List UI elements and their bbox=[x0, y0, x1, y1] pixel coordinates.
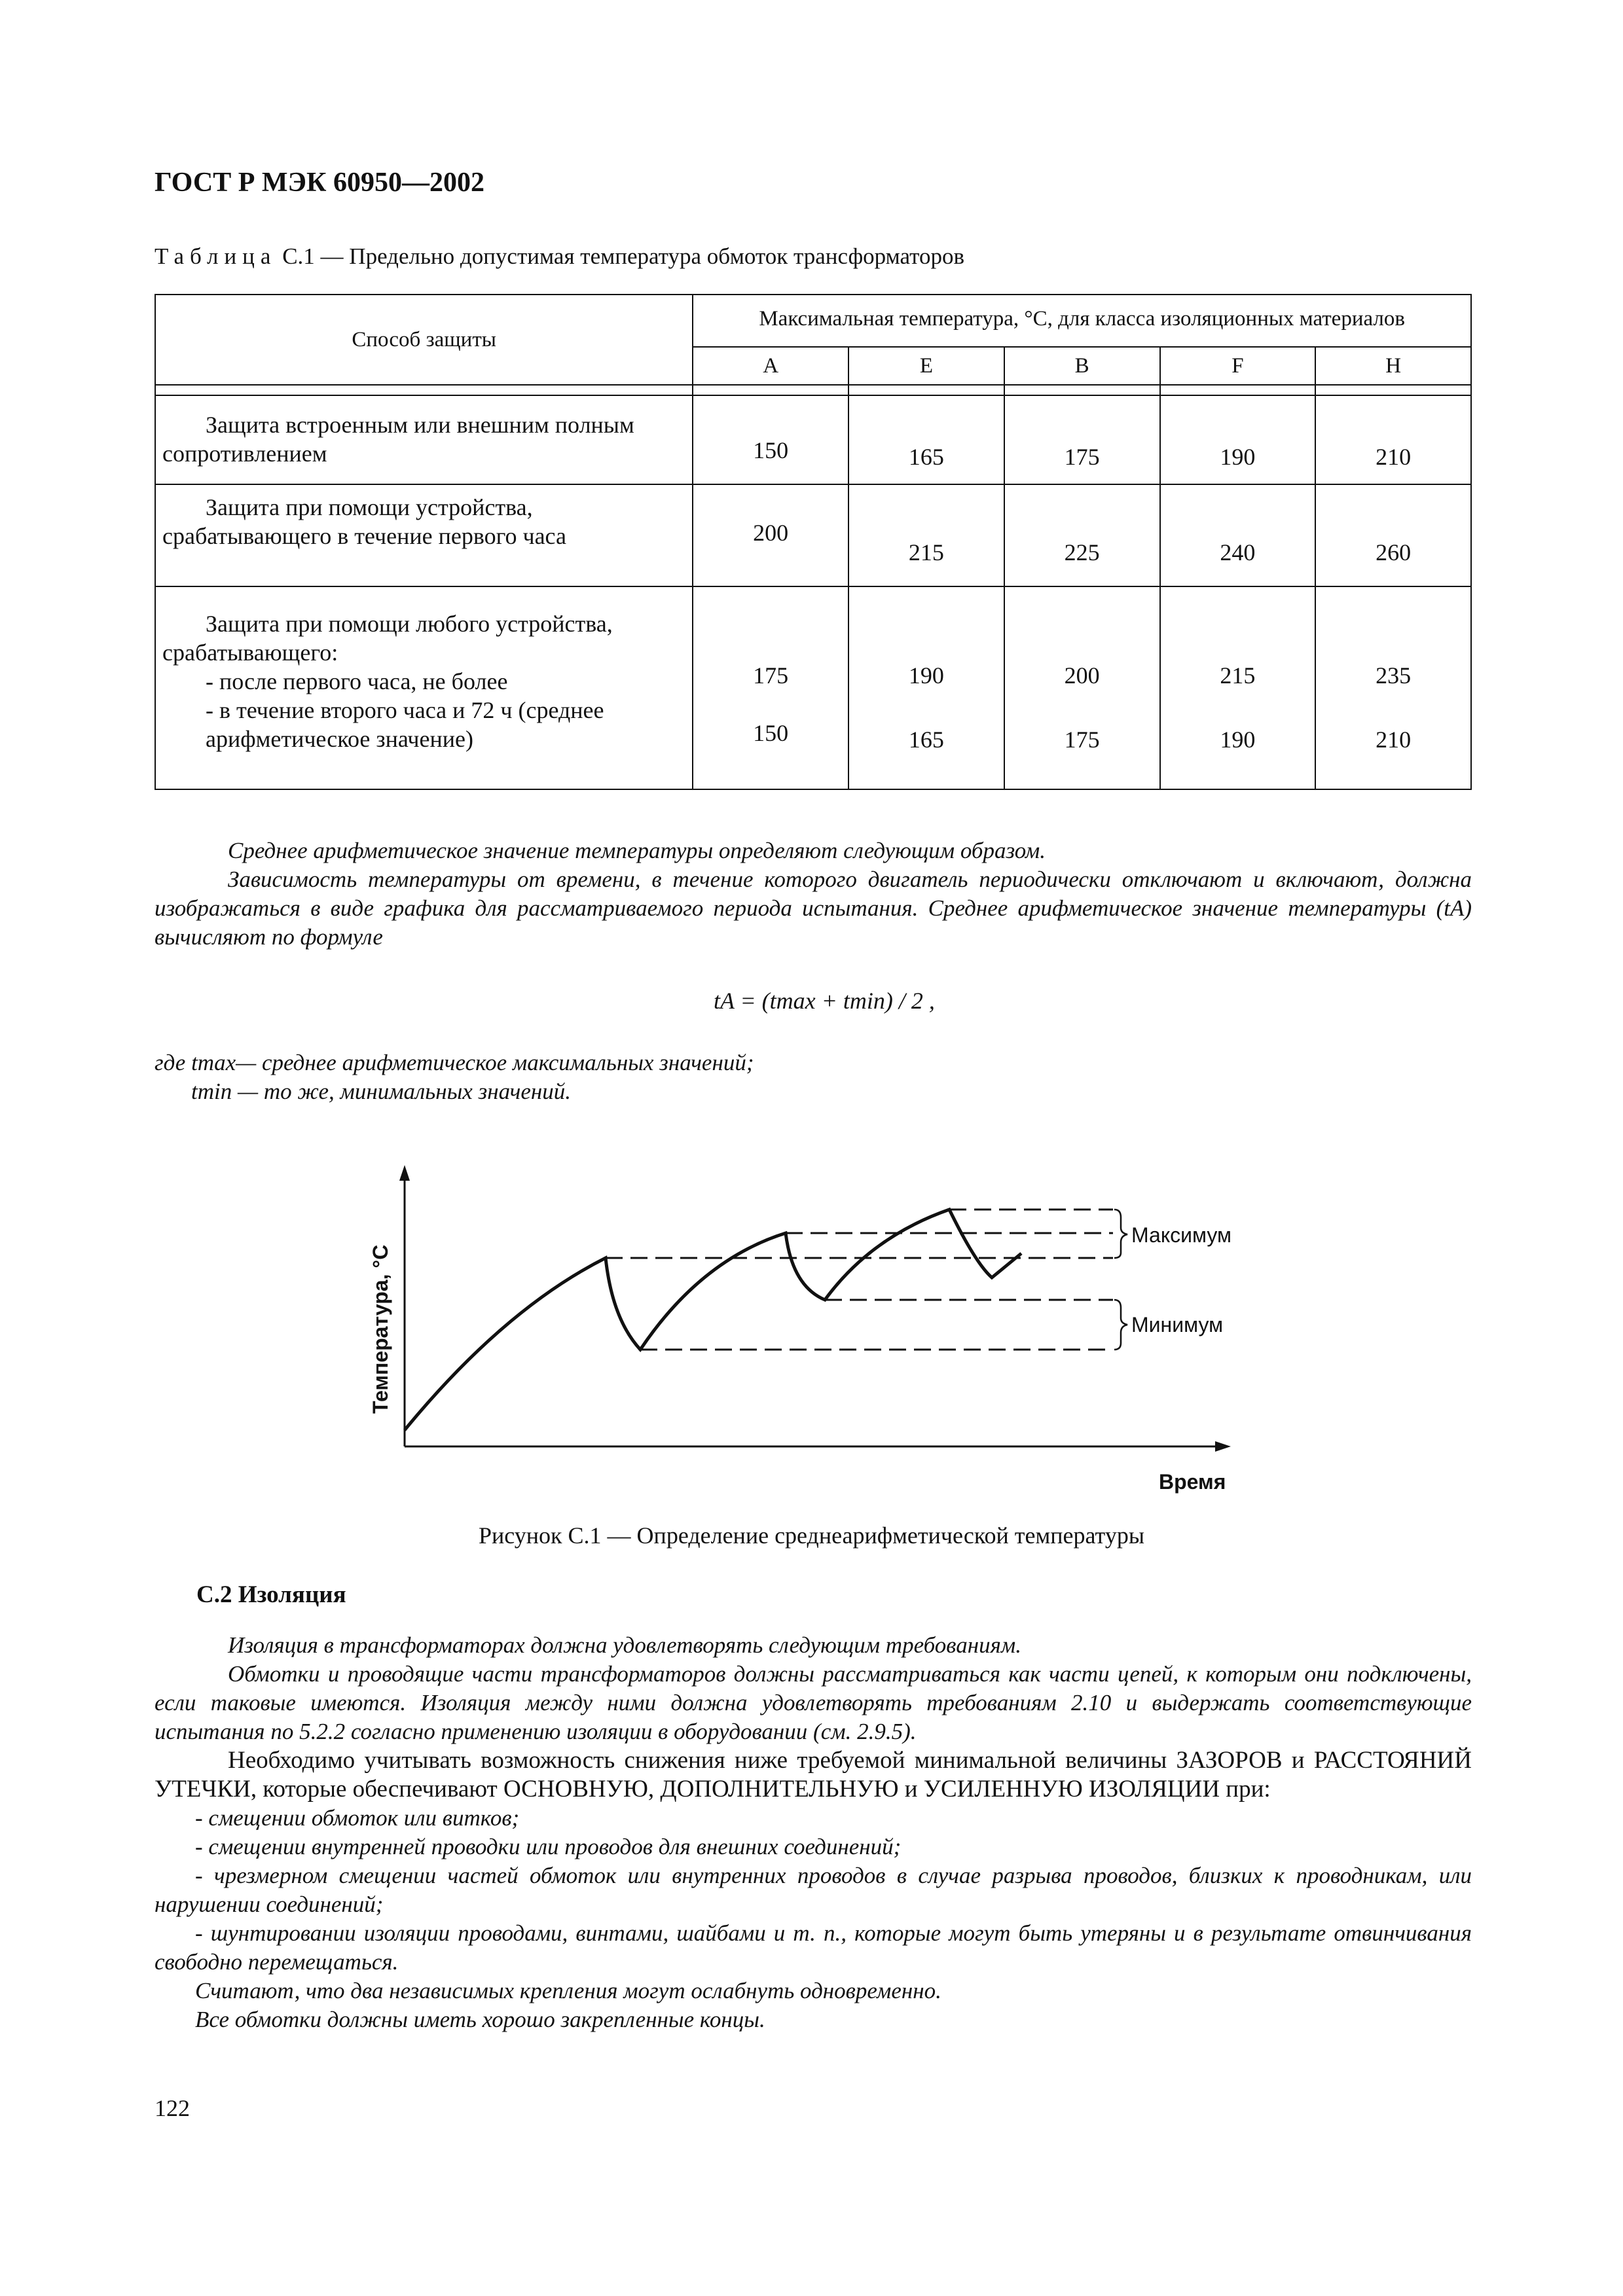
cell-value: 260 bbox=[1376, 539, 1412, 565]
cell-value: 215 bbox=[1220, 662, 1256, 689]
section-para-2: Обмотки и проводящие части трансформаторов должны рассматриваться как части цепей, к которым они подключены, если таковые имеются. Изоляция между ними должна удовлетворять требованиям 2.10 и выдержать соответствующие испытания по 5.2.2 согласно применению изоляции в оборудовании (см. 2.9.5). bbox=[155, 1661, 1472, 1744]
header-class-e: E bbox=[848, 347, 1004, 385]
section-para-3: Необходимо учитывать возможность снижения ниже требуемой минимальной величины ЗАЗОРОВ и РАССТОЯНИЙ УТЕЧКИ, которые обеспечивают ОСНОВНУЮ, ДОПОЛНИТЕЛЬНУЮ и УСИЛЕННУЮ ИЗОЛЯЦИИ при: bbox=[155, 1747, 1472, 1803]
table-row bbox=[155, 395, 1471, 484]
cell-value: 175 bbox=[753, 662, 789, 689]
legend-tmin: tmin — то же, минимальных значений. bbox=[191, 1079, 571, 1104]
figure-caption: Рисунок C.1 — Определение среднеарифметической температуры bbox=[479, 1522, 1144, 1549]
table-caption bbox=[155, 243, 964, 270]
cell-value: 210 bbox=[1376, 444, 1412, 470]
header-method: Способ защиты bbox=[155, 295, 693, 385]
min-bracket bbox=[1114, 1300, 1127, 1350]
section-para-4: Считают, что два независимых крепления могут ослабнуть одновременно. bbox=[195, 1978, 941, 2003]
formula-legend bbox=[155, 1049, 1472, 1106]
table-row bbox=[155, 586, 1471, 789]
row-subtext: - в течение второго часа и 72 ч (среднее арифметическое значение) bbox=[206, 697, 604, 752]
list-item: - чрезмерном смещении частей обмоток или внутренних проводов в случае разрыва проводов, близких к проводникам, или нарушении соединений; bbox=[155, 1863, 1472, 1917]
list-item: - шунтировании изоляции проводами, винтами, шайбами и т. п., которые могут быть утеряны и в результате отвинчивания свободно перемещаться. bbox=[155, 1920, 1472, 1975]
cell-value: 200 bbox=[1064, 662, 1100, 689]
temperature-curve bbox=[405, 1210, 1021, 1430]
cell-value: 200 bbox=[753, 520, 789, 546]
header-class-f: F bbox=[1160, 347, 1316, 385]
cell-value: 175 bbox=[1064, 444, 1100, 470]
cell-value: 165 bbox=[908, 444, 944, 470]
dashed-levels bbox=[606, 1210, 1113, 1350]
row-text: Защита при помощи устройства, срабатывающего в течение первого часа bbox=[162, 494, 566, 549]
header-class-b: B bbox=[1004, 347, 1160, 385]
section-body bbox=[155, 1631, 1472, 2034]
table-caption-text: C.1 — Предельно допустимая температура обмоток трансформаторов bbox=[276, 243, 965, 269]
legend-tmax: где tmax— среднее арифметическое максимальных значений; bbox=[155, 1050, 754, 1075]
cell-value: 240 bbox=[1220, 539, 1256, 565]
cell-value: 190 bbox=[1220, 444, 1256, 470]
label-min: Минимум bbox=[1131, 1313, 1224, 1336]
section-para-5: Все обмотки должны иметь хорошо закрепленные концы. bbox=[195, 2007, 765, 2032]
cell-value: 190 bbox=[908, 662, 944, 689]
header-class-a: A bbox=[693, 347, 848, 385]
cell-value: 225 bbox=[1064, 539, 1100, 565]
row-text: Защита при помощи любого устройства, срабатывающего: bbox=[162, 611, 613, 666]
list-item: - смещении обмоток или витков; bbox=[195, 1805, 520, 1831]
row-text: Защита встроенным или внешним полным сопротивлением bbox=[162, 412, 634, 467]
cell-value: 175 bbox=[1064, 726, 1100, 753]
x-axis-label: Время bbox=[1159, 1470, 1226, 1494]
section-title: C.2 Изоляция bbox=[196, 1581, 346, 1608]
cell-value: 210 bbox=[1376, 726, 1412, 753]
temperature-table bbox=[155, 294, 1472, 790]
para-mean-definition: Среднее арифметическое значение температуры определяют следующим образом. bbox=[228, 838, 1046, 863]
x-axis-arrow bbox=[1215, 1441, 1231, 1452]
y-axis-arrow bbox=[399, 1165, 410, 1181]
formula-ta: tA = (tmax + tmin) / 2 , bbox=[714, 988, 935, 1014]
temperature-time-graph bbox=[354, 1158, 1283, 1505]
cell-value: 235 bbox=[1376, 662, 1412, 689]
list-item: - смещении внутренней проводки или проводов для внешних соединений; bbox=[195, 1834, 902, 1859]
y-axis-label: Температура, °C bbox=[369, 1244, 392, 1414]
table-row bbox=[155, 484, 1471, 586]
page-number: 122 bbox=[155, 2095, 190, 2121]
header-class-h: H bbox=[1315, 347, 1471, 385]
label-max: Максимум bbox=[1131, 1223, 1232, 1247]
document-header: ГОСТ Р МЭК 60950—2002 bbox=[155, 168, 484, 198]
section-para-1: Изоляция в трансформаторах должна удовлетворять следующим требованиям. bbox=[228, 1632, 1021, 1658]
cell-value: 190 bbox=[1220, 726, 1256, 753]
header-max-temp: Максимальная температура, °C, для класса изоляционных материалов bbox=[693, 295, 1471, 347]
cell-value: 165 bbox=[908, 726, 944, 753]
intro-paragraph bbox=[155, 836, 1472, 952]
row-subtext: - после первого часа, не более bbox=[206, 668, 508, 694]
cell-value: 215 bbox=[908, 539, 944, 565]
max-bracket bbox=[1114, 1210, 1127, 1258]
cell-value: 150 bbox=[753, 437, 789, 463]
table-caption-prefix: Таблица bbox=[155, 243, 277, 269]
cell-value: 150 bbox=[753, 720, 789, 746]
para-temperature-graph: Зависимость температуры от времени, в течение которого двигатель периодически отключают и включают, должна изображаться в виде графика для рассматриваемого периода испытания. Среднее арифметическое значение температуры (tA) вычисляют по формуле bbox=[155, 867, 1472, 950]
